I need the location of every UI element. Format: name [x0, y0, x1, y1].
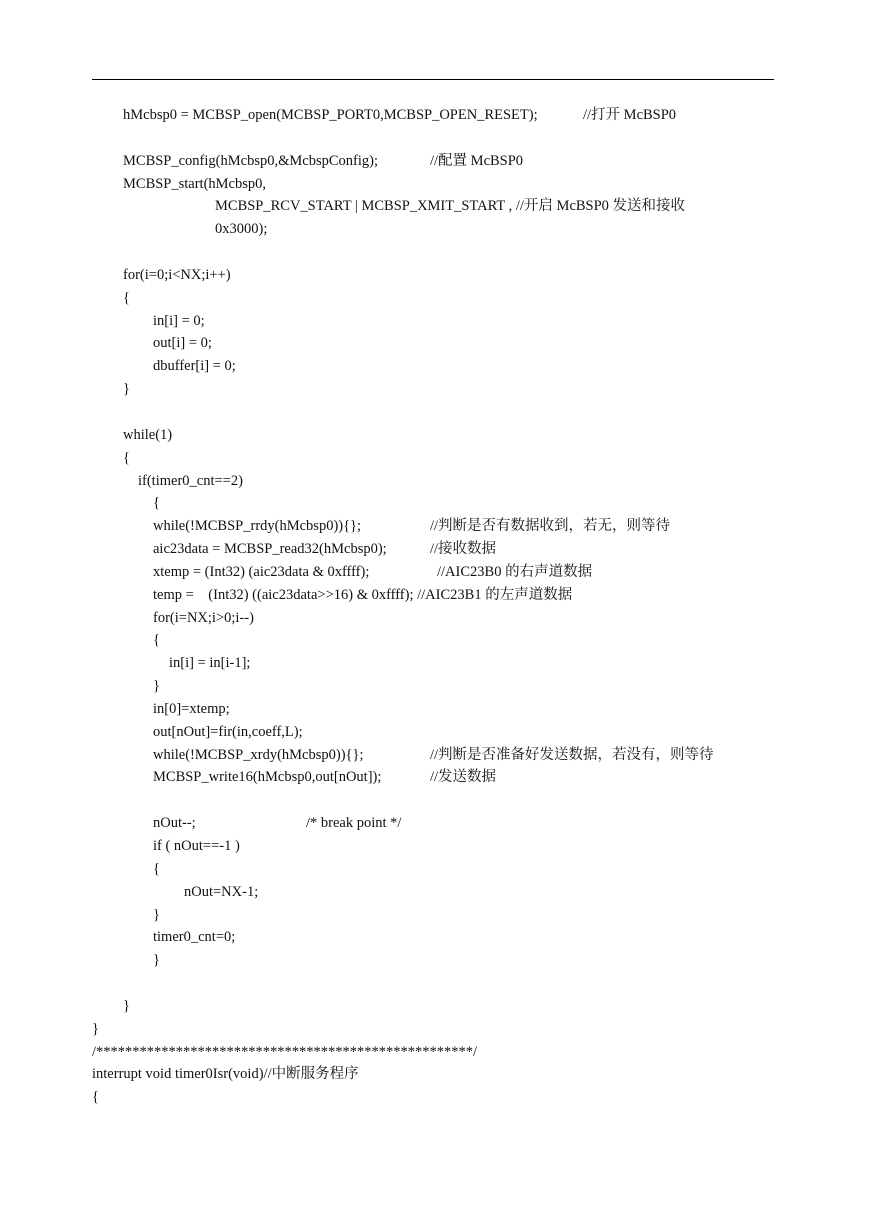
code-line [0, 287, 869, 310]
code-line [0, 652, 869, 675]
code-line [0, 835, 869, 858]
code-text: hMcbsp0 = MCBSP_open(MCBSP_PORT0,MCBSP_OPEN_RESET); [123, 107, 538, 123]
code-text: } [123, 381, 130, 398]
code-text: out[nOut]=fir(in,coeff,L); [153, 723, 303, 740]
code-line [0, 926, 869, 949]
code-text: while(!MCBSP_xrdy(hMcbsp0)){}; [153, 746, 364, 763]
code-text: { [92, 1089, 99, 1106]
code-line [0, 675, 869, 698]
code-line [0, 447, 869, 470]
code-line [0, 401, 869, 424]
code-comment: //发送数据 [430, 769, 497, 786]
code-line [0, 241, 869, 264]
code-text: MCBSP_start(hMcbsp0, [123, 175, 267, 192]
code-line [0, 538, 869, 561]
code-line [0, 744, 869, 767]
code-line [0, 858, 869, 881]
code-text: for(i=0;i<NX;i++) [123, 266, 231, 283]
code-line [0, 1086, 869, 1109]
code-line [0, 378, 869, 401]
code-text: for(i=NX;i>0;i--) [153, 609, 254, 626]
code-line [0, 310, 869, 333]
code-text: temp = (Int32) ((aic23data>>16) & 0xffff); //AIC23B1 的左声道数据 [153, 586, 573, 603]
code-line [0, 812, 869, 835]
code-text: MCBSP_config(hMcbsp0,&McbspConfig); [123, 152, 378, 169]
code-comment: //配置 McBSP0 [430, 152, 524, 169]
code-line [0, 355, 869, 378]
code-line [0, 470, 869, 493]
code-line [0, 698, 869, 721]
header-rule [92, 79, 774, 80]
code-comment: //判断是否有数据收到，若无，则等待 [430, 518, 671, 535]
code-comment: /* break point */ [306, 815, 402, 832]
code-line [0, 1041, 869, 1064]
code-text: in[0]=xtemp; [153, 700, 230, 717]
code-line [0, 150, 869, 173]
code-line [0, 492, 869, 515]
code-text: MCBSP_write16(hMcbsp0,out[nOut]); [153, 769, 382, 786]
code-line [0, 949, 869, 972]
code-text: MCBSP_RCV_START | MCBSP_XMIT_START , //开启 McBSP0 发送和接收 [215, 198, 686, 215]
code-line [0, 1063, 869, 1086]
code-line [0, 104, 869, 127]
code-text: } [153, 952, 160, 969]
code-line [0, 561, 869, 584]
code-line [0, 766, 869, 789]
code-text: interrupt void timer0Isr(void)//中断服务程序 [92, 1066, 359, 1083]
code-line [0, 264, 869, 287]
code-text: } [92, 1020, 99, 1037]
code-comment: //接收数据 [430, 541, 497, 558]
code-line [0, 629, 869, 652]
code-line [0, 607, 869, 630]
code-text: while(1) [123, 426, 173, 443]
code-line [0, 195, 869, 218]
code-text: nOut=NX-1; [184, 883, 259, 900]
code-text: nOut--; [153, 815, 196, 832]
code-text: xtemp = (Int32) (aic23data & 0xffff); [153, 563, 370, 580]
code-text: if(timer0_cnt==2) [138, 472, 243, 489]
code-text: } [123, 997, 130, 1014]
code-text: { [153, 495, 160, 512]
code-line [0, 173, 869, 196]
code-text: out[i] = 0; [153, 335, 212, 352]
code-line [0, 972, 869, 995]
code-line [0, 515, 869, 538]
code-line [0, 881, 869, 904]
code-listing [0, 104, 869, 1109]
code-line [0, 1018, 869, 1041]
code-line [0, 904, 869, 927]
code-text: { [123, 449, 130, 466]
code-text: in[i] = 0; [153, 312, 205, 329]
code-text: { [153, 632, 160, 649]
code-line [0, 789, 869, 812]
code-text: { [123, 289, 130, 306]
code-line [0, 584, 869, 607]
code-line [0, 995, 869, 1018]
code-text: /****************************************************/ [92, 1043, 478, 1060]
code-text: dbuffer[i] = 0; [153, 358, 236, 375]
code-text: aic23data = MCBSP_read32(hMcbsp0); [153, 541, 387, 558]
code-line [0, 218, 869, 241]
code-comment: //AIC23B0 的右声道数据 [437, 563, 593, 580]
code-line [0, 332, 869, 355]
code-text: } [153, 906, 160, 923]
code-text: 0x3000); [215, 221, 268, 238]
code-text: } [153, 678, 160, 695]
code-comment: //打开 McBSP0 [583, 107, 677, 123]
code-line [0, 721, 869, 744]
code-text: { [153, 860, 160, 877]
code-text: timer0_cnt=0; [153, 929, 236, 946]
code-line [0, 424, 869, 447]
code-text: while(!MCBSP_rrdy(hMcbsp0)){}; [153, 518, 362, 535]
code-comment: //判断是否准备好发送数据，若没有，则等待 [430, 746, 714, 763]
code-text: in[i] = in[i-1]; [169, 655, 251, 672]
code-line [0, 127, 869, 150]
code-text: if ( nOut==-1 ) [153, 838, 240, 854]
